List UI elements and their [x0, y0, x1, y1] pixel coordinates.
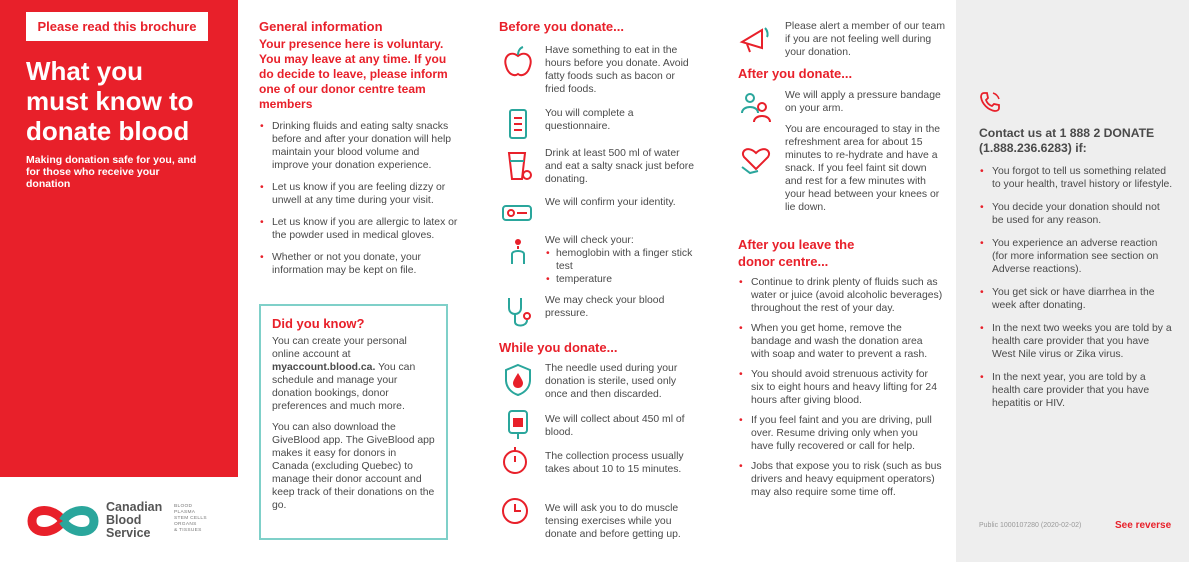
- contact-section: [979, 126, 1174, 410]
- contact-heading: Contact us at 1 888 2 DONATE (1.888.236.6283) if:: [979, 126, 1155, 155]
- after-leave-heading-line: After you leave the: [738, 237, 855, 252]
- logo-name-line: Service: [106, 526, 151, 540]
- while-item-text: The collection process usually takes about 10 to 15 minutes.: [545, 451, 684, 475]
- list-item: • In the next two weeks you are told by a health care provider that you have West Nile virus or Zika virus.: [979, 322, 1174, 361]
- while-item-exercise: [500, 494, 700, 540]
- before-item-text: [545, 234, 697, 286]
- list-item: • temperature: [545, 273, 697, 286]
- after-leave-heading: [738, 236, 943, 270]
- cover-subtitle: Making donation safe for you, and for those who receive your donation: [26, 154, 197, 190]
- did-you-know-text: You can create your personal online account at: [272, 336, 407, 360]
- list-item: • In the next year, you are told by a health care provider that you have hepatitis or HIV.: [979, 371, 1174, 410]
- logo-tag-line: PLASMA: [174, 510, 196, 515]
- before-item-pressure: [500, 294, 700, 330]
- list-item: • Let us know if you are feeling dizzy or unwell at any time during your visit.: [259, 181, 459, 207]
- general-info-list: [259, 120, 459, 277]
- before-item-text: We will confirm your identity.: [545, 197, 676, 208]
- clipboard-icon: [500, 107, 536, 143]
- canadian-blood-services-logo: [26, 497, 236, 545]
- general-info-heading: General information: [259, 19, 383, 34]
- check-list: [545, 247, 697, 286]
- see-reverse-label: See reverse: [1115, 520, 1172, 531]
- id-card-icon: [500, 196, 536, 232]
- before-item-text: Drink at least 500 ml of water and eat a salty snack just before donating.: [545, 148, 695, 185]
- list-item: • You get sick or have diarrhea in the week after donating.: [979, 286, 1174, 312]
- clock-icon: [500, 494, 536, 530]
- logo-tag-line: & TISSUES: [174, 528, 202, 533]
- cover-title-line: must know to: [26, 86, 194, 116]
- after-item-text: You are encouraged to stay in the refreshment area for about 15 minutes to re-hydrate and have a snack. If you feel faint sit down and rest for a few minutes with your head between your knees or lie down.: [785, 124, 941, 213]
- infinity-logo-icon: [26, 499, 100, 543]
- heart-hands-icon: [738, 141, 774, 177]
- did-you-know-paragraph: [272, 335, 435, 413]
- apple-icon: [500, 44, 536, 80]
- list-item: • You experience an adverse reaction (for more information see section on Adverse reactions).: [979, 237, 1174, 276]
- after-item-text: We will apply a pressure bandage on your arm.: [785, 90, 941, 114]
- before-item-drink: [500, 147, 700, 187]
- after-leave-heading-line: donor centre...: [738, 254, 829, 269]
- logo-name-line: Blood: [106, 513, 142, 527]
- before-item-eat: [500, 44, 700, 96]
- before-item-text: We may check your blood pressure.: [545, 295, 665, 319]
- general-info-lead: Your presence here is voluntary. You may leave at any time. If you do decide to leave, please inform one of our donor centre team members: [259, 37, 448, 111]
- list-item: • Drinking fluids and eating salty snacks before and after your donation will help maintain your blood volume and improve your donation experience.: [259, 120, 459, 172]
- list-item: • Continue to drink plenty of fluids such as water or juice (avoid alcoholic beverages) throughout the rest of your day.: [738, 276, 943, 315]
- general-info-section: [259, 18, 459, 277]
- logo-tag-line: STEM CELLS: [174, 516, 207, 521]
- myaccount-link[interactable]: myaccount.blood.ca.: [272, 362, 376, 373]
- while-item-text: The needle used during your donation is sterile, used only once and then discarded.: [545, 363, 678, 400]
- list-item: • You should avoid strenuous activity for six to eight hours and heavy lifting for 24 hours after giving blood.: [738, 368, 943, 407]
- phone-icon: [978, 90, 1002, 114]
- contact-list: [979, 165, 1174, 410]
- logo-name-line: Canadian: [106, 500, 163, 514]
- sterile-shield-icon: [500, 362, 536, 398]
- alert-item: [738, 20, 948, 60]
- before-item-identity: [500, 196, 700, 226]
- logo-name: [106, 501, 162, 540]
- stethoscope-icon: [500, 294, 536, 330]
- check-label: We will check your:: [545, 235, 634, 246]
- read-brochure-label: Please read this brochure: [26, 12, 208, 41]
- after-item-bandage: [738, 89, 948, 119]
- after-leave-section: [738, 236, 943, 499]
- list-item: • You forgot to tell us something related to your health, travel history or lifestyle.: [979, 165, 1174, 191]
- list-item: • When you get home, remove the bandage and wash the donation area with soap and water to prevent a rash.: [738, 322, 943, 361]
- before-item-check: [500, 234, 700, 290]
- list-item: • If you feel faint and you are driving, pull over. Resume driving only when you have fully recovered or call for help.: [738, 414, 943, 453]
- logo-tag-line: BLOOD: [174, 504, 193, 509]
- cover-panel: [0, 0, 238, 477]
- after-donate-heading: After you donate...: [738, 66, 853, 81]
- after-item-refreshment: [738, 123, 948, 219]
- blood-bag-icon: [500, 405, 536, 441]
- alert-text: Please alert a member of our team if you are not feeling well during your donation.: [785, 21, 945, 58]
- publication-number: Public 1000107280 (2020-02-02): [979, 522, 1082, 529]
- stopwatch-icon: [500, 442, 536, 478]
- while-item-text: We will ask you to do muscle tensing exercises while you donate and before getting up.: [545, 503, 681, 540]
- logo-tag-line: ORGANS: [174, 522, 197, 527]
- did-you-know-text: You can schedule and manage your donation bookings, donor preferences and much more.: [272, 362, 416, 412]
- list-item: • Let us know if you are allergic to latex or the powder used in medical gloves.: [259, 216, 459, 242]
- list-item: • You decide your donation should not be used for any reason.: [979, 201, 1174, 227]
- nurse-people-icon: [738, 89, 774, 125]
- cover-title-line: donate blood: [26, 116, 190, 146]
- did-you-know-paragraph: You can also download the GiveBlood app. The GiveBlood app makes it easy for donors in Canada (excluding Quebec) to manage their donor account and keep track of their donations on the go.: [272, 422, 435, 511]
- logo-tagline: [174, 504, 207, 534]
- megaphone-icon: [738, 20, 774, 56]
- water-glass-icon: [500, 147, 536, 183]
- before-donate-heading: Before you donate...: [499, 19, 624, 34]
- while-item-duration: [500, 442, 700, 488]
- did-you-know-heading: Did you know?: [272, 316, 365, 331]
- after-leave-list: [738, 276, 943, 499]
- list-item: • Jobs that expose you to risk (such as bus drivers and heavy equipment operators) may also require some time off.: [738, 460, 943, 499]
- before-item-text: Have something to eat in the hours before you donate. Avoid fatty foods such as bacon or fried foods.: [545, 45, 689, 95]
- did-you-know-box: [259, 304, 448, 540]
- while-item-needle: [500, 362, 700, 402]
- list-item: • hemoglobin with a finger stick test: [545, 247, 697, 273]
- list-item: • Whether or not you donate, your information may be kept on file.: [259, 251, 459, 277]
- cover-title: [26, 56, 231, 146]
- while-item-text: We will collect about 450 ml of blood.: [545, 414, 685, 438]
- while-donate-heading: While you donate...: [499, 340, 618, 355]
- cover-title-line: What you: [26, 56, 143, 86]
- before-item-text: You will complete a questionnaire.: [545, 108, 634, 132]
- before-item-questionnaire: [500, 107, 700, 137]
- finger-test-icon: [500, 234, 536, 270]
- while-item-collect: [500, 405, 700, 441]
